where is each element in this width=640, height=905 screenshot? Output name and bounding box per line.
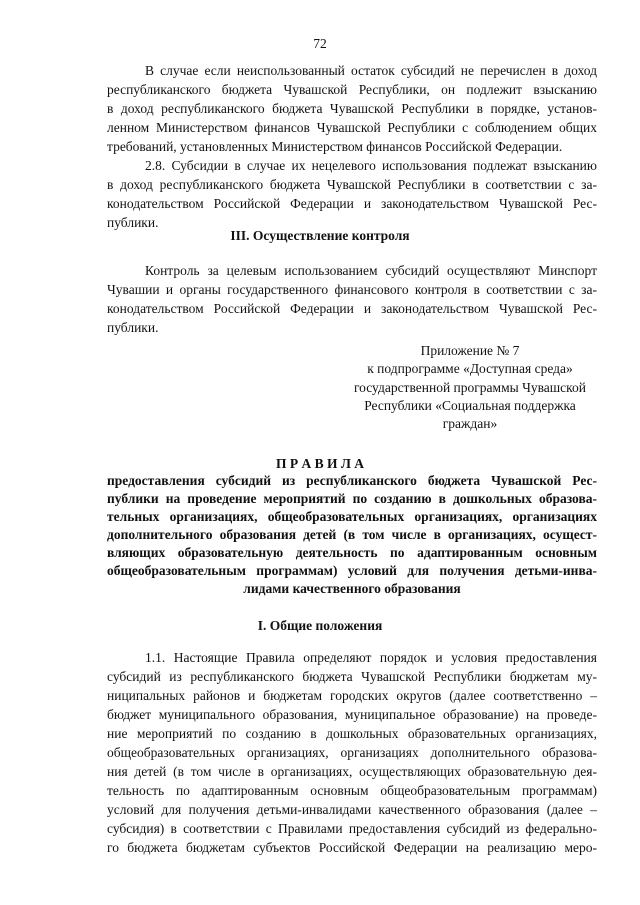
paragraph-line: В случае если неиспользованный остаток субсидий не перечислен в доход [145, 63, 597, 78]
paragraph-line: 1.1. Настоящие Правила определяют порядок и условия предоставления [145, 650, 597, 665]
rules-subtitle-line: лидами качественного образования [243, 581, 461, 596]
rules-title: П Р А В И Л А [275, 456, 365, 471]
paragraph-line: в доход республиканского бюджета Чувашской Республики в порядке, установ- [107, 101, 597, 116]
paragraph-line: публики. [107, 320, 159, 335]
rules-subtitle-line: дополнительного образования детей (в том числе в организациях, осущест- [107, 527, 597, 542]
paragraph-line: публики. [107, 215, 159, 230]
paragraph-line: Контроль за целевым использованием субсидий осуществляют Минспорт [145, 263, 597, 278]
appendix-line: Приложение № 7 [420, 343, 520, 358]
paragraph-line: конодательством Российской Федерации и законодательством Чувашской Рес- [107, 196, 597, 211]
rules-subtitle-line: общеобразовательным программам) условий для получения детьми-инва- [107, 563, 597, 578]
paragraph-line: го бюджета бюджетам субъектов Российской Федерации на реализацию меро- [107, 840, 597, 855]
paragraph-line: конодательством Российской Федерации и законодательством Чувашской Рес- [107, 301, 597, 316]
paragraph-line: тельность по адаптированным основным общеобразовательным программам) [107, 783, 597, 798]
page-number: 72 [313, 36, 327, 51]
rules-subtitle-line: публики на проведение мероприятий по созданию в дошкольных образова- [107, 491, 597, 506]
paragraph-line: ленном Министерством финансов Чувашской Республики с соблюдением общих [107, 120, 597, 135]
paragraph-line: республиканского бюджета Чувашской Республики, он подлежит взысканию [107, 82, 597, 97]
paragraph-line: бюджет муниципального образования, муниципальное образование) на проведе- [107, 707, 597, 722]
paragraph-line: Чувашии и органы государственного финансового контроля в соответствии с за- [107, 282, 597, 297]
paragraph-line: субсидий из республиканского бюджета Чувашской Республики бюджетам му- [107, 669, 597, 684]
paragraph-line: требований, установленных Министерством финансов Российской Федерации. [107, 139, 563, 154]
paragraph-line: субсидия) в соответствии с Правилами предоставления субсидий из федерально- [107, 821, 597, 836]
appendix-line: государственной программы Чувашской [353, 379, 587, 395]
rules-subtitle-line: предоставления субсидий из республиканского бюджета Чувашской Рес- [107, 473, 597, 488]
section-heading: I. Общие положения [257, 618, 383, 633]
paragraph-line: ние мероприятий по созданию в дошкольных образовательных организациях, [107, 726, 597, 741]
paragraph-line: общеобразовательных организациях, организациях дополнительного образова- [107, 745, 597, 760]
rules-subtitle-line: тельных организациях, общеобразовательных организациях, организациях [107, 509, 597, 524]
appendix-line: граждан» [442, 416, 498, 432]
paragraph-line: 2.8. Субсидии в случае их нецелевого использования подлежат взысканию [145, 158, 597, 173]
appendix-line: к подпрограмме «Доступная среда» [367, 361, 573, 377]
section-heading: III. Осуществление контроля [230, 228, 410, 243]
rules-subtitle-line: вляющих образовательную деятельность по адаптированным основным [107, 545, 597, 560]
paragraph-line: условий для получения детьми-инвалидами качественного образования (далее – [107, 802, 597, 817]
paragraph-line: ния детей (в том числе в организациях, осуществляющих образовательную дея- [107, 764, 597, 779]
paragraph-line: в доход республиканского бюджета Чувашской Республики в соответствии с за- [107, 177, 597, 192]
appendix-reference [340, 342, 600, 433]
paragraph-line: ниципальных районов и бюджетам городских округов (далее соответственно – [107, 688, 597, 703]
appendix-line: Республики «Социальная поддержка [364, 397, 576, 413]
